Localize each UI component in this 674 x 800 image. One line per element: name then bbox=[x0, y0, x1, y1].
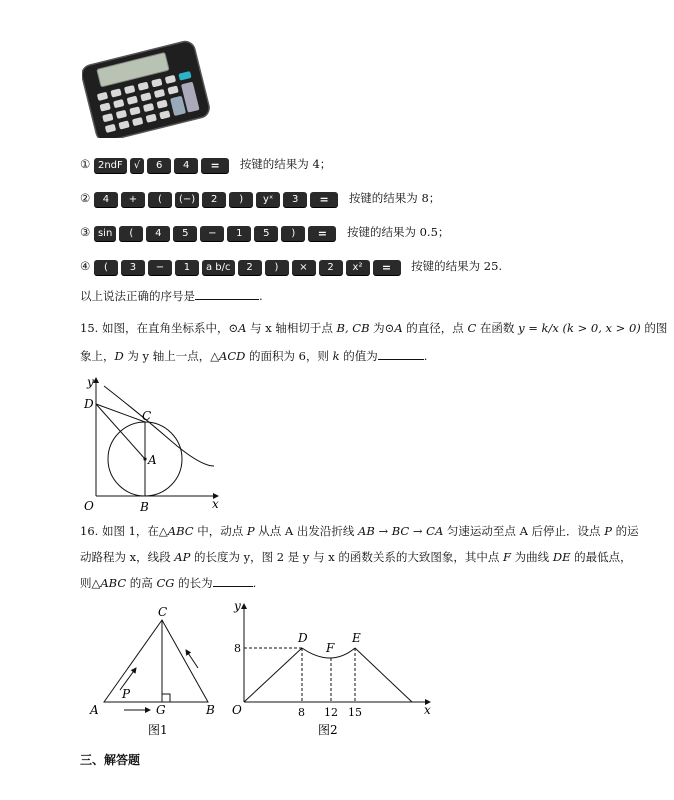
option-3 bbox=[80, 224, 449, 241]
q15-text: 在函数 bbox=[476, 321, 519, 335]
q15-function: y = k/x (k > 0, x > 0) bbox=[518, 321, 641, 335]
q16-text: 动路程为 x，线段 bbox=[80, 550, 175, 564]
tick-x15: 15 bbox=[348, 706, 362, 719]
q16-text: 的长度为 y，图 2 是 y 与 x 的函数关系的大致图象，其中点 bbox=[190, 550, 504, 564]
key-open-paren: ( bbox=[148, 192, 172, 207]
answer-blank bbox=[195, 288, 259, 300]
q15-text: k bbox=[332, 349, 340, 363]
key-close-paren: ) bbox=[229, 192, 253, 207]
calculator-illustration bbox=[82, 38, 212, 138]
option-2-marker: ② bbox=[80, 191, 91, 205]
hyperbola-curve bbox=[104, 386, 214, 466]
key-power: yˣ bbox=[256, 192, 280, 207]
key-minus: − bbox=[200, 226, 224, 241]
option-2-text: 按键的结果为 8； bbox=[348, 191, 441, 205]
key-2: 2 bbox=[202, 192, 226, 207]
option-4 bbox=[80, 258, 502, 275]
q16-figure-1 bbox=[86, 606, 226, 742]
q16-text: 匀速运动至点 A 后停止．设点 bbox=[443, 524, 605, 538]
q16-text: 的长为 bbox=[174, 576, 213, 590]
tick-x8: 8 bbox=[298, 706, 305, 719]
q15-line1 bbox=[80, 320, 667, 336]
q16-text: P bbox=[246, 524, 255, 538]
key-equals: = bbox=[373, 260, 401, 275]
label-x: x bbox=[424, 703, 431, 717]
key-1: 1 bbox=[175, 260, 199, 275]
option-1-text: 按键的结果为 4； bbox=[239, 157, 332, 171]
answer-prompt-text: 以上说法正确的序号是 bbox=[80, 289, 195, 303]
key-equals: = bbox=[308, 226, 336, 241]
q16-path: AB → BC → CA bbox=[358, 524, 444, 538]
q16-blank bbox=[213, 575, 253, 587]
q16-text: P bbox=[604, 524, 612, 538]
key-open-paren: ( bbox=[119, 226, 143, 241]
q15-text: . bbox=[423, 349, 428, 363]
q16-text: 16. 如图 1，在△ bbox=[80, 524, 168, 538]
q16-line2 bbox=[80, 549, 632, 565]
label-y: y bbox=[87, 375, 94, 389]
q15-text: ACD bbox=[219, 349, 246, 363]
q16-text: 的运 bbox=[611, 524, 639, 538]
label-a: A bbox=[90, 703, 99, 717]
q16-line1 bbox=[80, 523, 639, 539]
q16-text: F bbox=[503, 550, 512, 564]
q15-text: 为 y 轴上一点，△ bbox=[123, 349, 220, 363]
q16-text: DE bbox=[552, 550, 571, 564]
key-6: 6 bbox=[147, 158, 171, 173]
key-4: 4 bbox=[94, 192, 118, 207]
label-a: A bbox=[148, 453, 157, 467]
key-5: 5 bbox=[173, 226, 197, 241]
q16-figure-2 bbox=[226, 600, 436, 742]
key-sqrt: √ bbox=[130, 158, 144, 173]
label-d: D bbox=[298, 631, 308, 645]
option-4-text: 按键的结果为 25. bbox=[411, 259, 503, 273]
q15-text: 的直径，点 bbox=[402, 321, 468, 335]
q15-line2 bbox=[80, 348, 427, 364]
figure-1-caption: 图1 bbox=[148, 723, 168, 737]
option-3-text: 按键的结果为 0.5； bbox=[346, 225, 450, 239]
right-angle-mark bbox=[162, 694, 170, 702]
q16-text: 从点 A 出发沿折线 bbox=[254, 524, 359, 538]
label-o: O bbox=[232, 703, 242, 717]
key-equals: = bbox=[201, 158, 229, 173]
q15-text: 为⊙ bbox=[369, 321, 395, 335]
q16-text: ABC bbox=[100, 576, 127, 590]
q16-text: . bbox=[252, 576, 257, 590]
graph-segment-e-end bbox=[355, 648, 412, 702]
key-5: 5 bbox=[254, 226, 278, 241]
key-equals: = bbox=[310, 192, 338, 207]
label-e: E bbox=[352, 631, 361, 645]
q15-text: 的值为 bbox=[339, 349, 378, 363]
label-d: D bbox=[84, 397, 94, 411]
q16-text: 则△ bbox=[80, 576, 101, 590]
answer-prompt: 以上说法正确的序号是 . bbox=[80, 289, 263, 303]
q15-blank bbox=[378, 348, 424, 360]
key-4: 4 bbox=[174, 158, 198, 173]
label-g: G bbox=[156, 703, 166, 717]
q16-text: 为曲线 bbox=[511, 550, 553, 564]
q16-line3 bbox=[80, 575, 256, 591]
key-close-paren: ) bbox=[265, 260, 289, 275]
q15-text: A bbox=[394, 321, 403, 335]
key-2: 2 bbox=[319, 260, 343, 275]
label-o: O bbox=[84, 499, 94, 513]
label-b: B bbox=[140, 500, 149, 514]
q16-text: AP bbox=[174, 550, 191, 564]
q15-text: 15. 如图，在直角坐标系中，⊙ bbox=[80, 321, 239, 335]
q15-figure bbox=[80, 374, 225, 514]
tick-y8: 8 bbox=[234, 642, 241, 655]
key-3: 3 bbox=[283, 192, 307, 207]
key-plus: + bbox=[121, 192, 145, 207]
q16-text: CG bbox=[156, 576, 175, 590]
option-2 bbox=[80, 190, 440, 207]
q15-text: 与 x 轴相切于点 bbox=[246, 321, 337, 335]
key-3: 3 bbox=[121, 260, 145, 275]
label-x: x bbox=[212, 497, 219, 511]
key-2: 2 bbox=[238, 260, 262, 275]
label-c: C bbox=[158, 606, 168, 619]
q15-text: 的面积为 6，则 bbox=[245, 349, 333, 363]
q15-text: 象上， bbox=[80, 349, 115, 363]
key-negative: (−) bbox=[175, 192, 199, 207]
option-3-marker: ③ bbox=[80, 225, 91, 239]
key-1: 1 bbox=[227, 226, 251, 241]
q16-text: 中，动点 bbox=[193, 524, 247, 538]
key-2ndf: 2ndF bbox=[94, 158, 127, 173]
q15-text: B, CB bbox=[336, 321, 370, 335]
key-fraction: a b/c bbox=[202, 260, 235, 275]
q15-text: D bbox=[114, 349, 124, 363]
key-close-paren: ) bbox=[281, 226, 305, 241]
key-square: x² bbox=[346, 260, 370, 275]
graph-segment-od bbox=[244, 648, 302, 702]
label-y: y bbox=[234, 600, 241, 613]
label-b: B bbox=[206, 703, 215, 717]
label-f: F bbox=[326, 641, 335, 655]
option-4-marker: ④ bbox=[80, 259, 91, 273]
key-multiply: × bbox=[292, 260, 316, 275]
q15-text: 的图 bbox=[640, 321, 668, 335]
section-heading: 三、解答题 bbox=[80, 753, 141, 767]
option-1 bbox=[80, 156, 331, 173]
label-p: P bbox=[122, 687, 131, 701]
q16-text: 的高 bbox=[126, 576, 157, 590]
q15-text: A bbox=[238, 321, 247, 335]
key-open-paren: ( bbox=[94, 260, 118, 275]
q16-text: ABC bbox=[167, 524, 194, 538]
key-sin: sin bbox=[94, 226, 116, 241]
key-minus: − bbox=[148, 260, 172, 275]
label-c: C bbox=[142, 409, 152, 423]
option-1-marker: ① bbox=[80, 157, 91, 171]
figure-2-caption: 图2 bbox=[318, 723, 338, 737]
q16-text: 的最低点， bbox=[570, 550, 632, 564]
tick-x12: 12 bbox=[324, 706, 338, 719]
key-4: 4 bbox=[146, 226, 170, 241]
point-a bbox=[143, 457, 146, 460]
q15-text: C bbox=[467, 321, 477, 335]
